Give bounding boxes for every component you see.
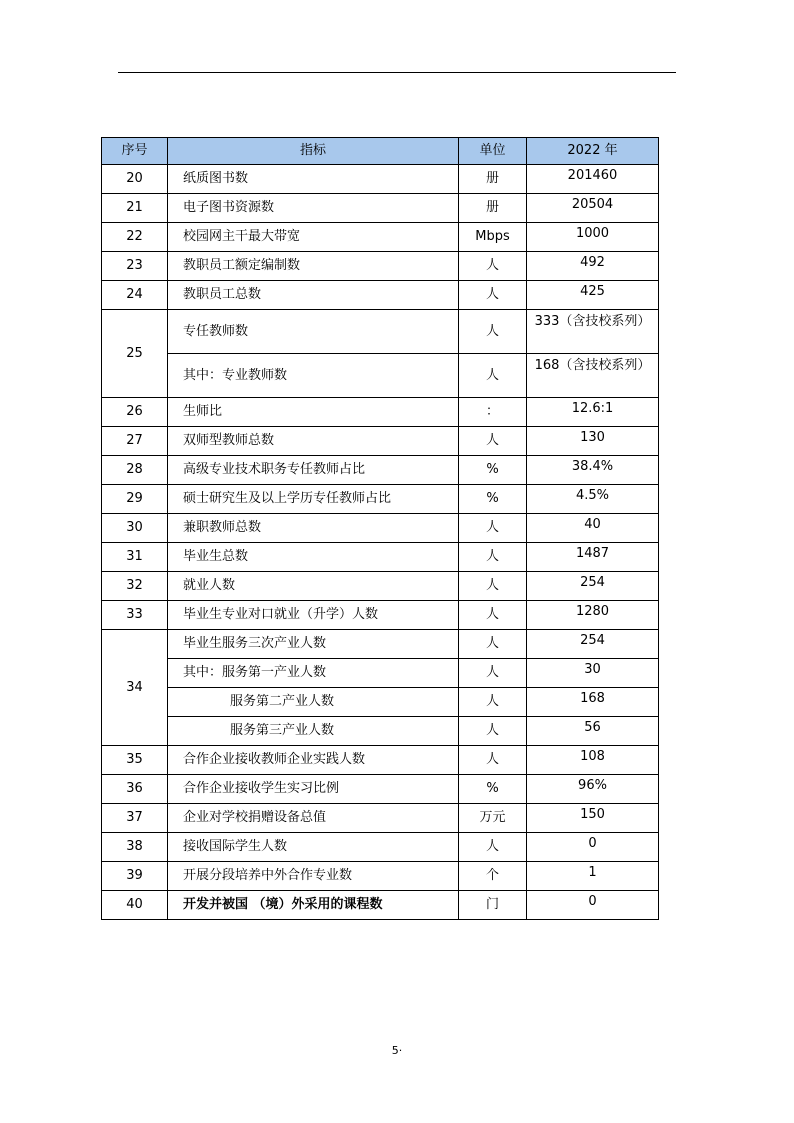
row-value: 150: [527, 804, 659, 833]
row-indicator: 电子图书资源数: [168, 194, 459, 223]
row-value: 20504: [527, 194, 659, 223]
col-header-seq: 序号: [102, 138, 168, 165]
row-value: 0: [527, 833, 659, 862]
table-row: [102, 281, 659, 310]
table-row: [102, 630, 659, 659]
table-row: [102, 310, 659, 354]
row-seq: 37: [102, 804, 168, 833]
row-unit: 人: [459, 601, 527, 630]
table-row: [102, 659, 659, 688]
row-unit: 人: [459, 543, 527, 572]
row-seq: 32: [102, 572, 168, 601]
header-rule: [118, 72, 676, 73]
row-seq: 27: [102, 427, 168, 456]
table-row: [102, 862, 659, 891]
table-row: [102, 688, 659, 717]
row-value: 1280: [527, 601, 659, 630]
row-indicator: 合作企业接收教师企业实践人数: [168, 746, 459, 775]
row-value: 4.5%: [527, 485, 659, 514]
row-unit: 人: [459, 659, 527, 688]
row-unit: %: [459, 775, 527, 804]
table-row: [102, 194, 659, 223]
row-unit: 人: [459, 717, 527, 746]
row-indicator: 生师比: [168, 398, 459, 427]
row-value: 1487: [527, 543, 659, 572]
row-value: 333（含技校系列）: [527, 310, 659, 354]
row-indicator: 校园网主干最大带宽: [168, 223, 459, 252]
row-seq: 28: [102, 456, 168, 485]
col-header-indicator: 指标: [168, 138, 459, 165]
table-row: [102, 223, 659, 252]
row-indicator: 开发并被国 （境）外采用的课程数: [168, 891, 459, 920]
row-seq: 33: [102, 601, 168, 630]
table-row: [102, 717, 659, 746]
row-value: 12.6:1: [527, 398, 659, 427]
row-indicator: 接收国际学生人数: [168, 833, 459, 862]
table-row: [102, 601, 659, 630]
page-number: 5·: [391, 1044, 403, 1057]
row-seq: 34: [102, 630, 168, 746]
table-row: [102, 833, 659, 862]
row-unit: %: [459, 456, 527, 485]
row-unit: %: [459, 485, 527, 514]
row-seq: 35: [102, 746, 168, 775]
row-seq: 22: [102, 223, 168, 252]
row-value: 492: [527, 252, 659, 281]
table-row: [102, 252, 659, 281]
table-row: [102, 354, 659, 398]
row-value: 56: [527, 717, 659, 746]
table-row: [102, 775, 659, 804]
row-seq: 25: [102, 310, 168, 398]
row-value: 201460: [527, 165, 659, 194]
row-seq: 31: [102, 543, 168, 572]
row-unit: 人: [459, 427, 527, 456]
row-indicator: 兼职教师总数: [168, 514, 459, 543]
row-value: 1: [527, 862, 659, 891]
row-indicator: 服务第三产业人数: [168, 717, 459, 746]
row-seq: 39: [102, 862, 168, 891]
row-value: 425: [527, 281, 659, 310]
row-seq: 29: [102, 485, 168, 514]
row-seq: 26: [102, 398, 168, 427]
row-indicator: 合作企业接收学生实习比例: [168, 775, 459, 804]
table-row: [102, 543, 659, 572]
row-indicator: 双师型教师总数: [168, 427, 459, 456]
row-indicator: 专任教师数: [168, 310, 459, 354]
table-row: [102, 427, 659, 456]
row-value: 30: [527, 659, 659, 688]
table-row: [102, 398, 659, 427]
row-indicator: 服务第二产业人数: [168, 688, 459, 717]
row-seq: 38: [102, 833, 168, 862]
row-indicator: 教职员工额定编制数: [168, 252, 459, 281]
row-unit: 人: [459, 572, 527, 601]
row-value: 1000: [527, 223, 659, 252]
row-indicator: 企业对学校捐赠设备总值: [168, 804, 459, 833]
table-row: [102, 804, 659, 833]
row-indicator: 就业人数: [168, 572, 459, 601]
row-indicator: 教职员工总数: [168, 281, 459, 310]
row-unit: 人: [459, 746, 527, 775]
row-seq: 36: [102, 775, 168, 804]
row-value: 38.4%: [527, 456, 659, 485]
row-value: 40: [527, 514, 659, 543]
row-value: 0: [527, 891, 659, 920]
col-header-unit: 单位: [459, 138, 527, 165]
row-unit: 人: [459, 281, 527, 310]
row-indicator: 纸质图书数: [168, 165, 459, 194]
row-seq: 30: [102, 514, 168, 543]
table-row: [102, 456, 659, 485]
row-indicator: 毕业生专业对口就业（升学）人数: [168, 601, 459, 630]
col-header-year: 2022 年: [527, 138, 659, 165]
row-unit: 人: [459, 354, 527, 398]
table-header-row: [102, 138, 659, 165]
row-value: 108: [527, 746, 659, 775]
row-unit: 人: [459, 630, 527, 659]
row-value: 254: [527, 630, 659, 659]
indicator-table: [101, 137, 659, 920]
row-unit: ：: [459, 398, 527, 427]
row-indicator: 毕业生总数: [168, 543, 459, 572]
row-indicator: 其中：专业教师数: [168, 354, 459, 398]
row-unit: 册: [459, 165, 527, 194]
row-indicator: 其中：服务第一产业人数: [168, 659, 459, 688]
table-row: [102, 572, 659, 601]
row-unit: 人: [459, 833, 527, 862]
row-value: 130: [527, 427, 659, 456]
row-value: 168（含技校系列）: [527, 354, 659, 398]
row-indicator: 毕业生服务三次产业人数: [168, 630, 459, 659]
row-indicator: 硕士研究生及以上学历专任教师占比: [168, 485, 459, 514]
row-unit: 人: [459, 514, 527, 543]
row-value: 96%: [527, 775, 659, 804]
row-unit: Mbps: [459, 223, 527, 252]
row-seq: 24: [102, 281, 168, 310]
table-row: [102, 485, 659, 514]
row-indicator: 高级专业技术职务专任教师占比: [168, 456, 459, 485]
row-value: 168: [527, 688, 659, 717]
row-unit: 个: [459, 862, 527, 891]
row-seq: 23: [102, 252, 168, 281]
row-unit: 人: [459, 252, 527, 281]
row-unit: 门: [459, 891, 527, 920]
row-seq: 20: [102, 165, 168, 194]
table-row: [102, 746, 659, 775]
row-seq: 21: [102, 194, 168, 223]
row-unit: 万元: [459, 804, 527, 833]
row-value: 254: [527, 572, 659, 601]
row-unit: 册: [459, 194, 527, 223]
row-unit: 人: [459, 310, 527, 354]
row-indicator: 开展分段培养中外合作专业数: [168, 862, 459, 891]
row-seq: 40: [102, 891, 168, 920]
table-row: [102, 514, 659, 543]
table-row: [102, 891, 659, 920]
table-row: [102, 165, 659, 194]
row-unit: 人: [459, 688, 527, 717]
